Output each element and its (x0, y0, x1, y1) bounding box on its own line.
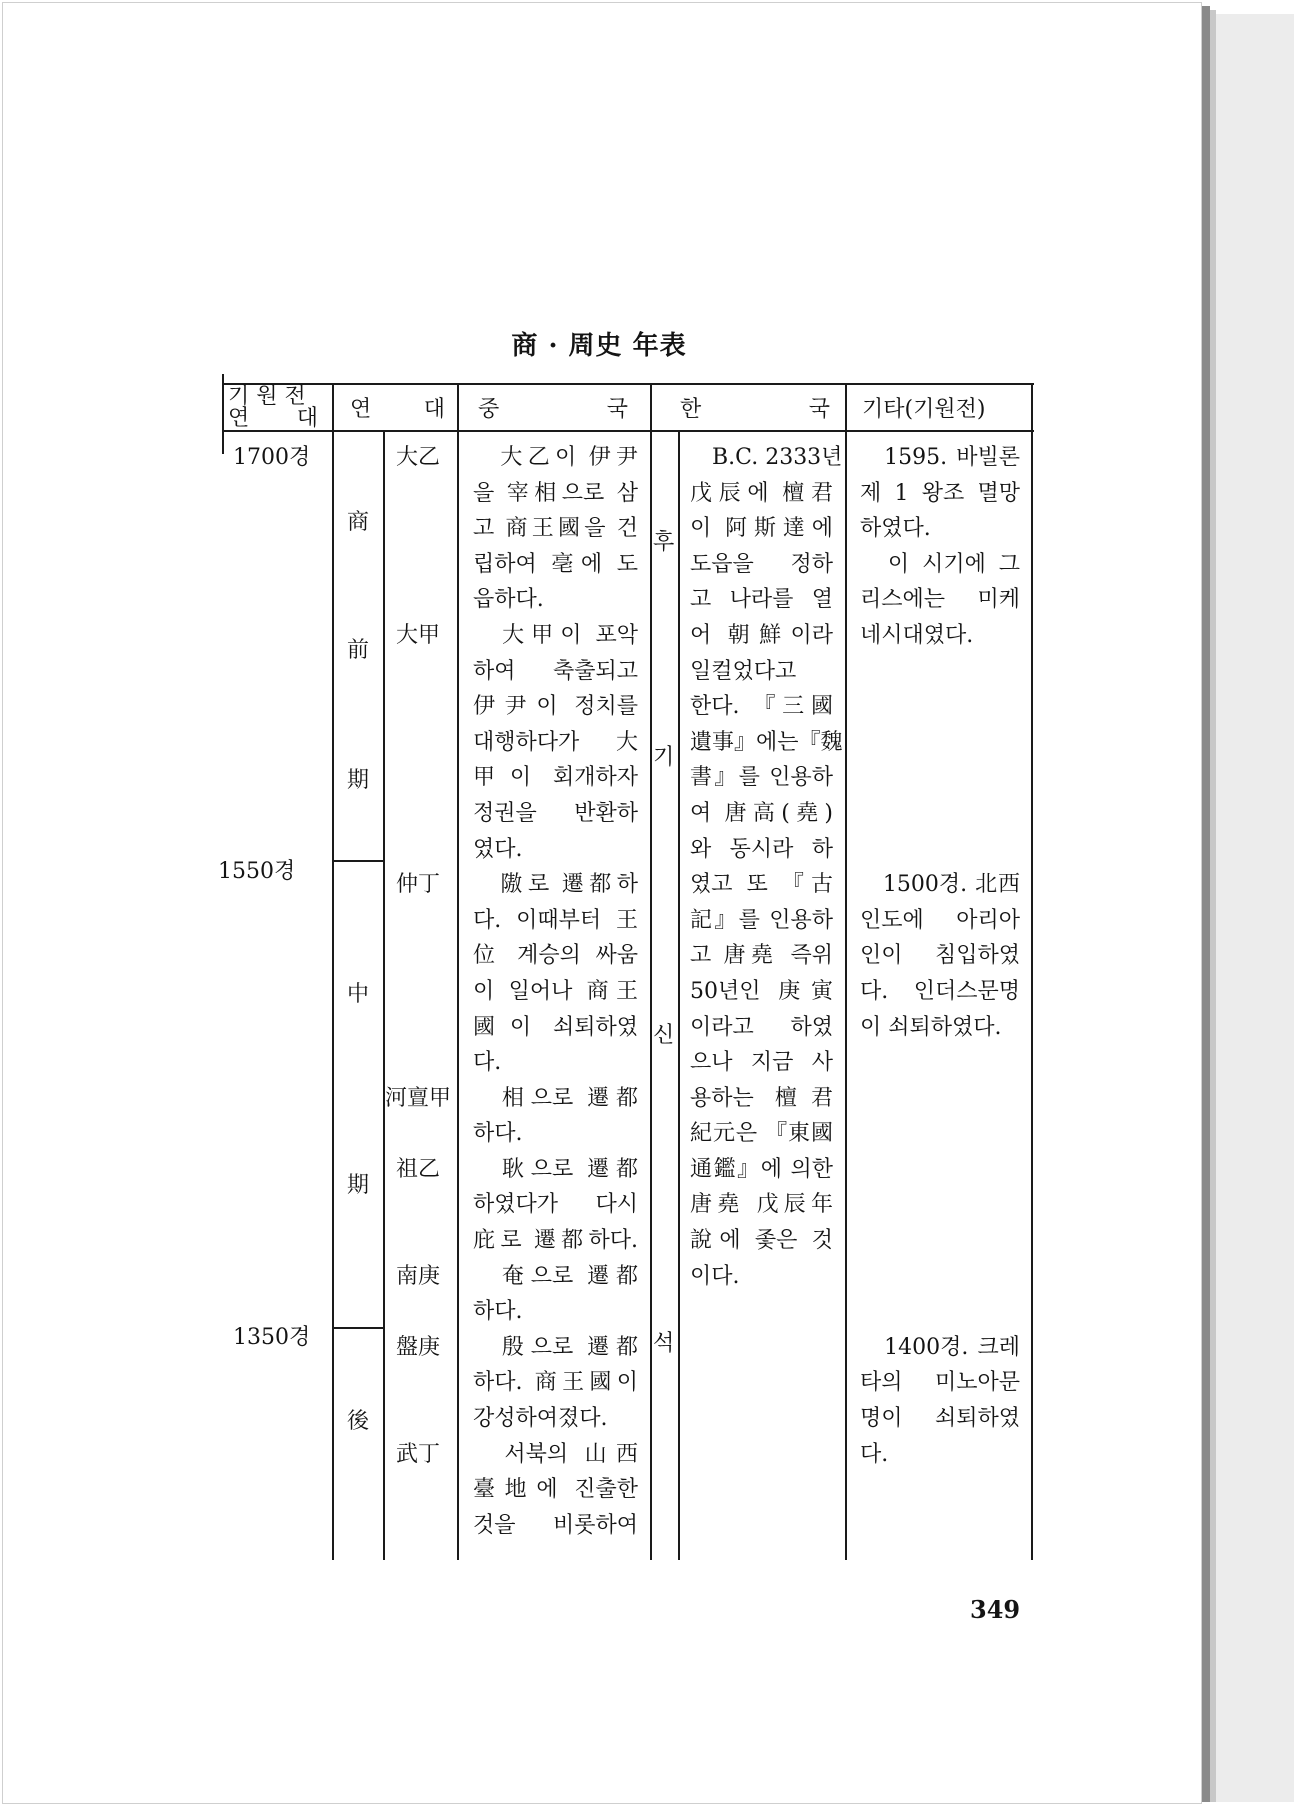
king-name: 仲丁 (396, 872, 441, 897)
text-line (860, 654, 1020, 690)
text-line: 여 唐高(堯) (690, 800, 833, 826)
text-line: 고 唐堯 즉위 (690, 943, 833, 969)
text-line: 이 일어나 商王 (473, 978, 638, 1004)
text-line: 타의 미노아문 (860, 1370, 1020, 1396)
header-korea: 한 국 (680, 397, 830, 422)
korea-era-char: 기 (653, 745, 675, 770)
header-bc-year-line1: 기 원 전 (228, 384, 306, 409)
text-line: 하다. (473, 1121, 523, 1147)
period-divider-2 (334, 1327, 383, 1329)
text-line: 戊辰에 檀君 (690, 480, 833, 506)
text-line (860, 832, 1020, 868)
header-bc-year-line2: 연 대 (228, 406, 318, 431)
text-line: 다. (473, 1050, 502, 1076)
text-line (860, 760, 1020, 796)
text-line: 甲이 회개하자 (473, 765, 638, 791)
text-line: 奄으로 遷都 (473, 1263, 638, 1289)
rule-year-period (332, 385, 334, 1560)
text-line: 것을 비롯하여 (473, 1512, 638, 1538)
period-char: 商 (347, 510, 370, 535)
rule-king-china (457, 385, 459, 1560)
page-title: 商 · 周史 年表 (511, 331, 687, 361)
period-divider-1 (334, 860, 383, 862)
text-line: 대행하다가 大 (473, 729, 638, 755)
text-line: 隞로 遷都하 (473, 872, 638, 898)
king-name: 武丁 (396, 1442, 441, 1467)
king-name: 河亶甲 (385, 1086, 452, 1111)
text-line (860, 1116, 1020, 1152)
text-line: 이 쇠퇴하였다. (860, 1014, 1002, 1040)
text-line (860, 725, 1020, 761)
text-line: 1400경. 크레 (860, 1334, 1020, 1360)
text-line: 제 1 왕조 멸망 (860, 480, 1020, 506)
king-name: 大甲 (396, 623, 441, 648)
text-line (860, 1294, 1020, 1330)
text-line: 고 나라를 열 (690, 587, 833, 613)
text-line: 書』를 인용하 (690, 765, 833, 791)
text-line: 伊尹이 정치를 (473, 694, 638, 720)
text-line: 이 阿斯達에 (690, 516, 833, 542)
rule-period-king (383, 432, 385, 1560)
text-line (860, 1187, 1020, 1223)
period-char: 期 (347, 768, 370, 793)
text-line: 서북의 山西 (473, 1441, 638, 1467)
king-name: 大乙 (396, 445, 441, 470)
text-line: 다. 이때부터 王 (473, 907, 638, 933)
text-line: B.C. 2333년 (690, 445, 843, 470)
period-char: 中 (347, 982, 370, 1007)
period-char: 期 (347, 1173, 370, 1198)
text-line: 을 宰相으로 삼 (473, 480, 638, 506)
text-line: 遺事』에는『魏 (690, 729, 843, 755)
text-line (860, 689, 1020, 725)
text-line: 하다. 商王國이 (473, 1370, 638, 1396)
text-line: 일컬었다고 (690, 658, 797, 684)
text-line: 이다. (690, 1263, 740, 1289)
period-char: 後 (347, 1409, 370, 1434)
text-line: 와 동시라 하 (690, 836, 833, 862)
rule-korea-other (845, 385, 847, 1560)
text-line (860, 1223, 1020, 1259)
china-column (473, 440, 638, 1543)
text-line: 國이 쇠퇴하였 (473, 1014, 638, 1040)
text-line: 하였다가 다시 (473, 1192, 638, 1218)
rule-china-era (650, 385, 652, 1560)
rule-era-korea (678, 432, 680, 1560)
text-line (860, 1152, 1020, 1188)
period-char: 前 (347, 638, 370, 663)
text-line: 다. 인더스문명 (860, 978, 1020, 1004)
text-line: 명이 쇠퇴하였 (860, 1406, 1020, 1432)
text-line: 였고 또 『古 (690, 872, 833, 898)
year-label: 1550경 (218, 859, 296, 884)
text-line: 大乙이 伊尹 (473, 445, 638, 470)
text-line: 庇로 遷都하다. (473, 1228, 638, 1254)
text-line: 大甲이 포악 (473, 622, 638, 648)
korea-era-char: 후 (653, 530, 675, 555)
text-line (860, 1045, 1020, 1081)
text-line: 인도에 아리아 (860, 907, 1020, 933)
king-name: 祖乙 (396, 1157, 441, 1182)
text-line: 耿으로 遷都 (473, 1156, 638, 1182)
text-line: 位 계승의 싸움 (473, 943, 638, 969)
text-line: 相으로 遷都 (473, 1085, 638, 1111)
table-right-edge (1031, 385, 1033, 1560)
text-line: 通鑑』에 의한 (690, 1156, 833, 1182)
header-china: 중 국 (478, 397, 628, 422)
year-label: 1350경 (233, 1325, 311, 1350)
text-line (860, 1259, 1020, 1295)
text-line: 한다. 『三國 (690, 694, 833, 720)
text-line: 어 朝鮮이라 (690, 622, 833, 648)
table-header-rule (222, 430, 1034, 432)
korea-column (690, 440, 843, 1294)
text-line: 정권을 반환하 (473, 800, 638, 826)
table-top-rule (222, 383, 1034, 385)
text-line: 이라고 하였 (690, 1014, 833, 1040)
text-line: 리스에는 미케 (860, 587, 1020, 613)
king-name: 南庚 (396, 1264, 441, 1289)
text-line: 다. (860, 1441, 889, 1467)
table-left-edge (222, 374, 224, 454)
korea-era-char: 신 (653, 1023, 675, 1048)
text-line: 읍하다. (473, 587, 544, 613)
header-period: 연 대 (350, 397, 445, 422)
page-number: 349 (970, 1595, 1021, 1624)
text-line: 하였다. (860, 516, 931, 542)
text-line: 紀元은 『東國 (690, 1121, 833, 1147)
text-line: 립하여 亳에 도 (473, 551, 638, 577)
text-line: 이 시기에 그 (860, 551, 1020, 577)
text-line: 였다. (473, 836, 523, 862)
text-line: 記』를 인용하 (690, 907, 833, 933)
text-line: 하여 축출되고 (473, 658, 638, 684)
text-line: 으나 지금 사 (690, 1050, 833, 1076)
text-line: 殷으로 遷都 (473, 1334, 638, 1360)
header-other: 기타(기원전) (862, 397, 986, 422)
text-line: 도읍을 정하 (690, 551, 833, 577)
text-line: 용하는 檀君 (690, 1085, 833, 1111)
year-label: 1700경 (233, 445, 311, 470)
text-line: 臺地에 진출한 (473, 1477, 638, 1503)
text-line: 1595. 바빌론 (860, 445, 1020, 470)
text-line: 네시대였다. (860, 622, 974, 648)
korea-era-char: 석 (653, 1331, 675, 1356)
king-name: 盤庚 (396, 1335, 441, 1360)
text-line (860, 796, 1020, 832)
text-line: 인이 침입하였 (860, 943, 1020, 969)
other-column (860, 440, 1020, 1472)
text-line: 說에 좇은 것 (690, 1228, 833, 1254)
text-line: 고 商王國을 건 (473, 516, 638, 542)
text-line: 1500경. 北西 (860, 872, 1020, 898)
text-line: 강성하여졌다. (473, 1406, 608, 1432)
text-line: 唐堯 戊辰年 (690, 1192, 833, 1218)
text-line (860, 1081, 1020, 1117)
text-line: 50년인 庚寅 (690, 978, 833, 1004)
text-line: 하다. (473, 1299, 523, 1325)
